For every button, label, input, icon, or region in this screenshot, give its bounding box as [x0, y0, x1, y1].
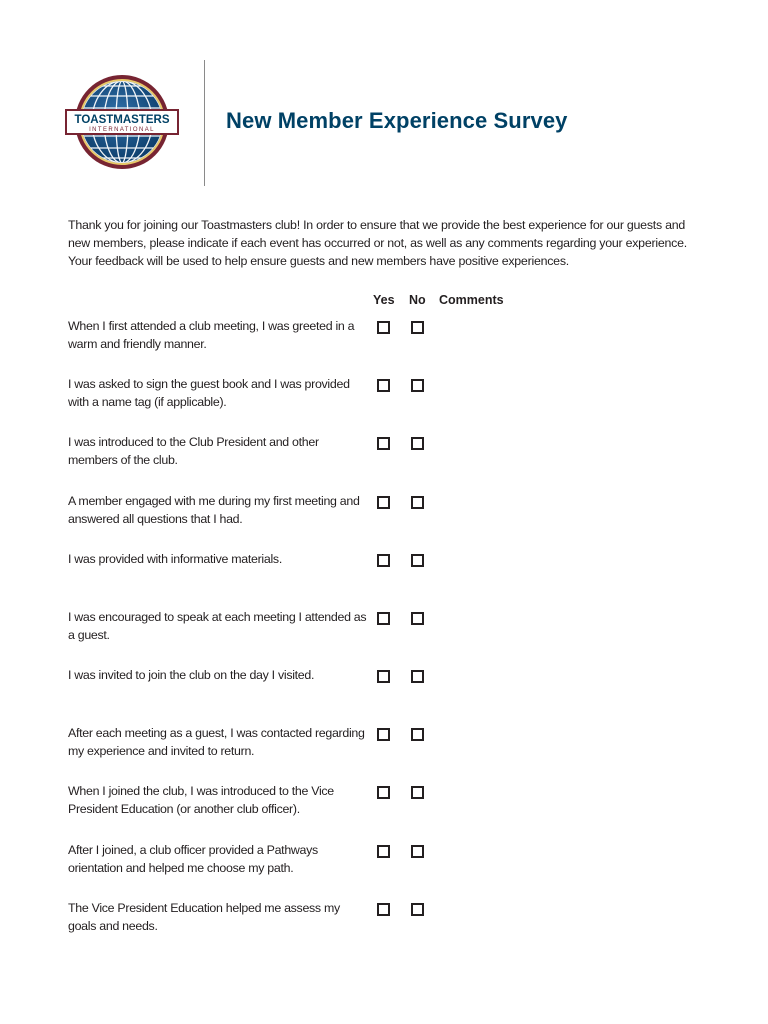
question-text: I was invited to join the club on the day I visited.	[68, 668, 315, 682]
intro-paragraph: Thank you for joining our Toastmasters club! In order to ensure that we provide the best experience for our guests and new members, please indicate if each event has occurred or not, as well as any comments regarding your experience. Your feedback will be used to help ensure guests and new members have positive experiences.	[68, 218, 687, 268]
no-checkbox[interactable]	[411, 496, 424, 509]
yes-checkbox[interactable]	[377, 728, 390, 741]
column-header-yes: Yes	[373, 293, 395, 307]
survey-row	[68, 899, 508, 939]
svg-text:INTERNATIONAL: INTERNATIONAL	[89, 127, 155, 133]
no-checkbox[interactable]	[411, 554, 424, 567]
no-checkbox[interactable]	[411, 670, 424, 683]
question-text: I was asked to sign the guest book and I was provided with a name tag (if applicable).	[68, 377, 350, 409]
survey-row	[68, 841, 508, 881]
no-checkbox[interactable]	[411, 845, 424, 858]
header-divider	[204, 60, 205, 186]
question-text: I was provided with informative materials.	[68, 552, 282, 566]
svg-text:TOASTMASTERS: TOASTMASTERS	[74, 114, 170, 126]
no-checkbox[interactable]	[411, 437, 424, 450]
question-text: The Vice President Education helped me assess my goals and needs.	[68, 901, 340, 933]
yes-checkbox[interactable]	[377, 612, 390, 625]
survey-row	[68, 375, 508, 415]
yes-checkbox[interactable]	[377, 845, 390, 858]
survey-row	[68, 608, 508, 648]
question-text: I was introduced to the Club President and other members of the club.	[68, 435, 319, 467]
column-header-no: No	[409, 293, 426, 307]
yes-checkbox[interactable]	[377, 496, 390, 509]
no-checkbox[interactable]	[411, 321, 424, 334]
yes-checkbox[interactable]	[377, 786, 390, 799]
question-text: When I first attended a club meeting, I was greeted in a warm and friendly manner.	[68, 319, 355, 351]
yes-checkbox[interactable]	[377, 321, 390, 334]
yes-checkbox[interactable]	[377, 379, 390, 392]
question-text: After I joined, a club officer provided a Pathways orientation and helped me choose my path.	[68, 843, 318, 875]
no-checkbox[interactable]	[411, 379, 424, 392]
survey-row	[68, 724, 508, 764]
question-text: After each meeting as a guest, I was contacted regarding my experience and invited to return.	[68, 726, 365, 758]
column-header-comments: Comments	[439, 293, 504, 307]
yes-checkbox[interactable]	[377, 554, 390, 567]
page-title: New Member Experience Survey	[226, 108, 568, 133]
survey-row	[68, 433, 508, 473]
question-text: I was encouraged to speak at each meeting I attended as a guest.	[68, 610, 367, 642]
no-checkbox[interactable]	[411, 786, 424, 799]
yes-checkbox[interactable]	[377, 903, 390, 916]
survey-row	[68, 782, 508, 822]
survey-row	[68, 317, 508, 357]
toastmasters-logo	[64, 72, 180, 172]
yes-checkbox[interactable]	[377, 437, 390, 450]
survey-row	[68, 492, 508, 532]
survey-row	[68, 666, 508, 706]
question-text: A member engaged with me during my first meeting and answered all questions that I had.	[68, 494, 360, 526]
no-checkbox[interactable]	[411, 728, 424, 741]
no-checkbox[interactable]	[411, 903, 424, 916]
question-text: When I joined the club, I was introduced to the Vice President Education (or another club officer).	[68, 784, 334, 816]
survey-row	[68, 550, 508, 590]
no-checkbox[interactable]	[411, 612, 424, 625]
yes-checkbox[interactable]	[377, 670, 390, 683]
